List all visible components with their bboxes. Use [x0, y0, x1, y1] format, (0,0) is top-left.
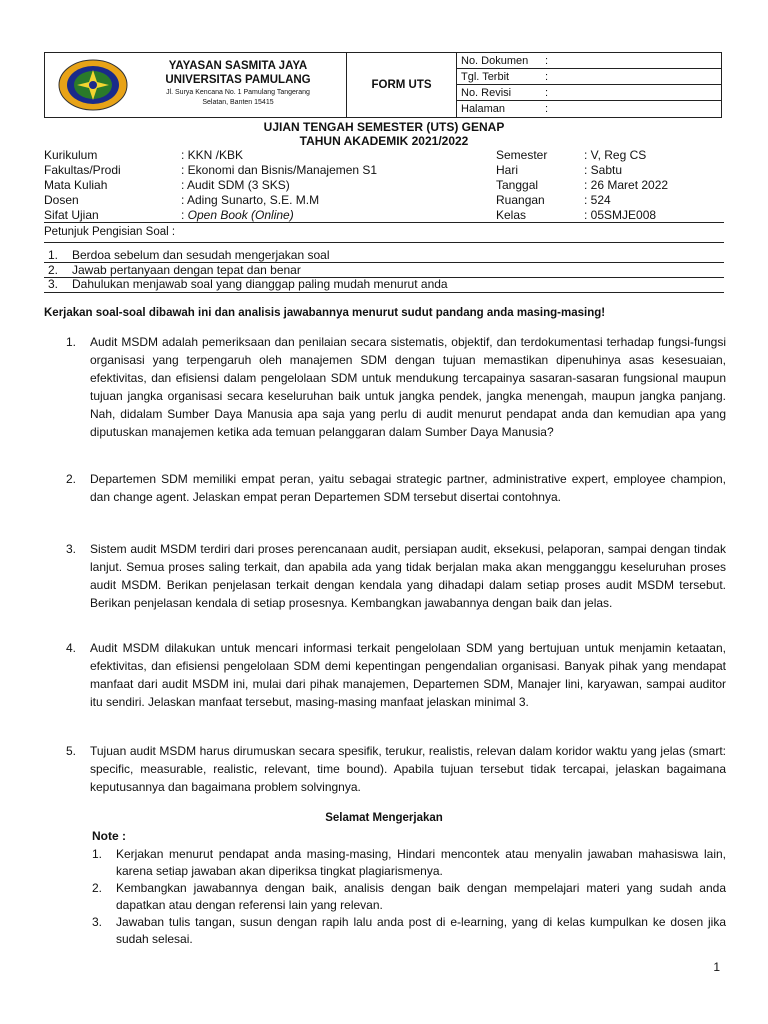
info-label: Tanggal [496, 178, 539, 192]
document-header-table [44, 52, 722, 118]
info-label: Sifat Ujian [44, 208, 99, 222]
note-text: Jawaban tulis tangan, susun dengan rapih lalu anda post di e-learning, yang di kelas kumpulkan ke dosen jika sudah selesai. [116, 915, 726, 946]
note-text: Kembangkan jawabannya dengan baik, analisis dengan baik dengan mempelajari materi yang sudah anda dapatkan atau dengan referensi lain yang relevan. [116, 881, 726, 912]
info-label: Hari [496, 163, 519, 177]
form-type-cell: FORM UTS [347, 53, 457, 117]
doc-field-sep: : [545, 54, 549, 67]
note-item [92, 846, 726, 880]
instruction-item [48, 277, 448, 291]
info-label: Dosen [44, 193, 79, 207]
doc-field-label: No. Dokumen [461, 54, 529, 67]
info-label: Ruangan [496, 193, 545, 207]
info-value: : Ekonomi dan Bisnis/Manajemen S1 [181, 163, 378, 177]
question [66, 639, 726, 711]
note-label: Note : [92, 829, 126, 843]
item-number: 2. [48, 263, 59, 277]
main-instruction: Kerjakan soal-soal dibawah ini dan analisis jawabannya menurut sudut pandang anda masing-masing! [44, 307, 606, 319]
question-number: 3. [66, 542, 77, 556]
institution-cell [45, 53, 347, 117]
exam-title: UJIAN TENGAH SEMESTER (UTS) GENAP [263, 120, 505, 134]
exam-mode: Open Book (Online) [187, 208, 294, 222]
instructions-label: Petunjuk Pengisian Soal : [44, 226, 176, 238]
doc-field-label: Tgl. Terbit [461, 70, 510, 83]
info-row [44, 148, 724, 163]
doc-field-sep: : [545, 86, 549, 99]
question-text: Audit MSDM dilakukan untuk mencari informasi terkait pengelolaan SDM yang bertujuan untuk menjamin ketaatan, efektivitas, dan efisiensi pengelolaan SDM demi kepentingan pengendalian organisasi. Banyak pihak yang mendapat manfaat dari audit MSDM ini, mulai dari pihak manajemen, Departemen SDM, Manajer lini, karyawan, sampai auditor itu sendiri. Jelaskan manfaat tersebut, masing-masing manfaat jelaskan minimal 3. [90, 641, 726, 710]
doc-field-row [457, 69, 721, 85]
university-name: UNIVERSITAS PAMULANG [165, 74, 311, 86]
note-number: 3. [92, 915, 103, 929]
info-value: : KKN /KBK [181, 148, 244, 162]
info-label: Kurikulum [44, 148, 98, 162]
question [66, 742, 726, 796]
item-number: 3. [48, 277, 59, 291]
note-item [92, 880, 726, 914]
university-logo-icon [57, 58, 129, 112]
info-row [44, 193, 724, 208]
info-row-sifat [44, 208, 724, 223]
info-label: Mata Kuliah [44, 178, 108, 192]
foundation-name: YAYASAN SASMITA JAYA [168, 60, 308, 72]
doc-field-row [457, 85, 721, 101]
info-value: : 05SMJE008 [584, 208, 657, 222]
info-label: Fakultas/Prodi [44, 163, 121, 177]
info-value: : 524 [584, 193, 611, 207]
closing-message: Selamat Mengerjakan [325, 812, 443, 824]
question-text: Sistem audit MSDM terdiri dari proses perencanaan audit, persiapan audit, eksekusi, pelaporan, sampai dengan tindak lanjut. Semua proses saling terkait, dan apabila ada yang tidak berjalan maka akan mengganggu keseluruhan proses audit MSDM. Berikan penjelasan terkait dengan kendala yang dihadapi dalam setiap proses audit MSDM tersebut. Berikan penjelasan kendala di setiap prosesnya. Kembangkan jawabannya dengan baik dan jelas. [90, 542, 726, 611]
question-number: 4. [66, 641, 77, 655]
info-value-prefix: : [181, 208, 188, 222]
exam-info [44, 148, 724, 223]
doc-field-label: No. Revisi [461, 86, 512, 99]
doc-field-row [457, 101, 721, 117]
instruction-item [48, 263, 301, 277]
doc-field-row [457, 53, 721, 69]
page-number: 1 [713, 960, 720, 974]
question [66, 470, 726, 506]
question-text: Tujuan audit MSDM harus dirumuskan secara spesifik, terukur, realistis, relevan dalam koridor waktu yang jelas (smart: specific, measurable, realistic, relevant, time bound). Apabila tujuan tersebut tidak tercapai, jelaskan bagaimana keputusannya dan bagaimana problem solvingnya. [90, 744, 726, 795]
divider [44, 242, 724, 243]
instruction-item [48, 248, 330, 262]
address-line-2: Selatan, Banten 15415 [202, 99, 274, 106]
item-text: Jawab pertanyaan dengan tepat dan benar [72, 263, 301, 277]
doc-field-sep: : [545, 70, 549, 83]
info-value [181, 208, 294, 222]
address-line-1: Jl. Surya Kencana No. 1 Pamulang Tangerang [166, 89, 310, 96]
question [66, 333, 726, 442]
note-item [92, 914, 726, 948]
doc-field-sep: : [545, 103, 549, 115]
info-value: : Ading Sunarto, S.E. M.M [181, 193, 320, 207]
item-number: 1. [48, 248, 59, 262]
question-number: 2. [66, 472, 77, 486]
document-fields-cell [457, 53, 721, 117]
divider [44, 292, 724, 293]
info-value: : Audit SDM (3 SKS) [181, 178, 290, 192]
item-text: Berdoa sebelum dan sesudah mengerjakan soal [72, 248, 330, 262]
info-label: Kelas [496, 208, 527, 222]
doc-field-label: Halaman [461, 103, 506, 115]
divider [44, 222, 724, 223]
note-number: 2. [92, 881, 103, 895]
question-number: 1. [66, 335, 77, 349]
institution-block [129, 59, 347, 108]
info-row [44, 163, 724, 178]
note-number: 1. [92, 847, 103, 861]
question-number: 5. [66, 744, 77, 758]
note-text: Kerjakan menurut pendapat anda masing-masing, Hindari mencontek atau menyalin jawaban mahasiswa lain, karena setiap jawaban akan diperiksa tingkat plagiarismenya. [116, 847, 726, 878]
question-text: Audit MSDM adalah pemeriksaan dan penilaian secara sistematis, objektif, dan terdokumentasi terhadap fungsi-fungsi organisasi yang terpengaruh oleh manajemen SDM dengan tujuan memastikan dipenuhinya asas kesesuaian, efektivitas, dan efisiensi dalam pengelolaan SDM untuk mendukung tercapainya sasaran-sasaran fungsional maupun tujuan jangka organisasi secara keseluruhan baik untuk jangka pendek, jangka menengah, maupun jangka panjang. Nah, didalam Sumber Daya Manusia apa saja yang perlu di audit menurut pendapat anda dan kemudian apa yang diputuskan manajemen ketika ada temuan pelanggaran dalam Sumber Daya Manusia? [90, 335, 726, 440]
question-text: Departemen SDM memiliki empat peran, yaitu sebagai strategic partner, administrative expert, employee champion, dan change agent. Jelaskan empat peran Departemen SDM tersebut disertai contohnya. [90, 472, 726, 505]
info-value: : V, Reg CS [584, 148, 647, 162]
info-value: : Sabtu [584, 163, 623, 177]
info-row [44, 178, 724, 193]
question [66, 540, 726, 612]
info-label: Semester [496, 148, 548, 162]
info-value: : 26 Maret 2022 [584, 178, 669, 192]
academic-year-title: TAHUN AKADEMIK 2021/2022 [299, 134, 469, 148]
item-text: Dahulukan menjawab soal yang dianggap paling mudah menurut anda [72, 277, 448, 291]
